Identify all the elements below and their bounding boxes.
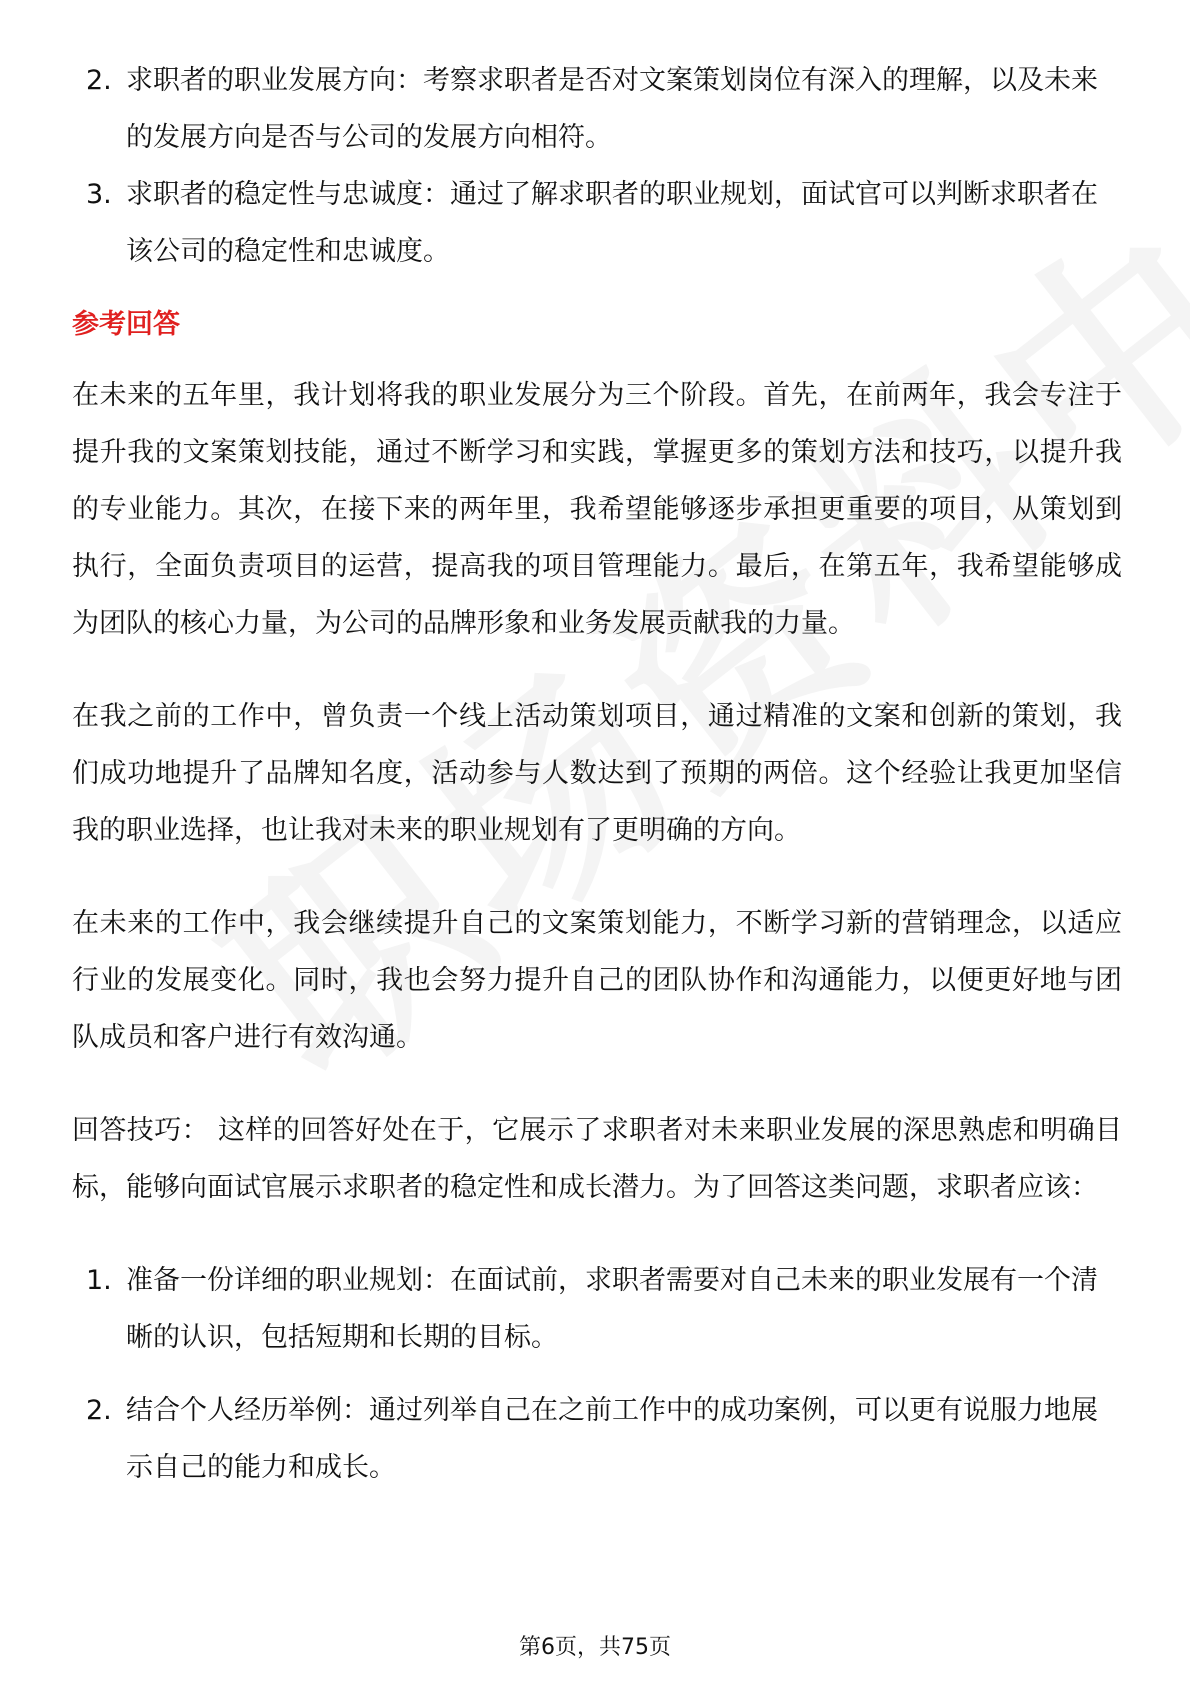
section-title-reference-answer: 参考回答 xyxy=(72,309,180,340)
list-item xyxy=(72,52,1122,166)
list-item xyxy=(72,1252,1122,1366)
list-item-text: 求职者的职业发展方向：考察求职者是否对文案策划岗位有深入的理解，以及未来的发展方向是否与公司的发展方向相符。 xyxy=(126,65,1098,153)
answer-paragraph: 在未来的五年里，我计划将我的职业发展分为三个阶段。首先，在前两年，我会专注于提升我的文案策划技能，通过不断学习和实践，掌握更多的策划方法和技巧，以提升我的专业能力。其次，在接下来的两年里，我希望能够逐步承担更重要的项目，从策划到执行，全面负责项目的运营，提高我的项目管理能力。最后，在第五年，我希望能够成为团队的核心力量，为公司的品牌形象和业务发展贡献我的力量。 xyxy=(72,380,1122,639)
list-item-text: 准备一份详细的职业规划：在面试前，求职者需要对自己未来的职业发展有一个清晰的认识，包括短期和长期的目标。 xyxy=(126,1265,1098,1353)
tips-list xyxy=(72,1252,1122,1496)
page-number-footer: 第6页，共75页 xyxy=(519,1635,671,1660)
list-number: 3. xyxy=(86,179,112,210)
list-number: 1. xyxy=(86,1265,112,1296)
list-item xyxy=(72,166,1122,280)
criteria-list xyxy=(72,52,1122,280)
list-number: 2. xyxy=(86,1395,112,1426)
answer-paragraph: 在我之前的工作中，曾负责一个线上活动策划项目，通过精准的文案和创新的策划，我们成功地提升了品牌知名度，活动参与人数达到了预期的两倍。这个经验让我更加坚信我的职业选择，也让我对未来的职业规划有了更明确的方向。 xyxy=(72,701,1122,846)
list-number: 2. xyxy=(86,65,112,96)
list-item xyxy=(72,1382,1122,1496)
list-item-text: 结合个人经历举例：通过列举自己在之前工作中的成功案例，可以更有说服力地展示自己的能力和成长。 xyxy=(126,1395,1098,1483)
tips-paragraph: 回答技巧： 这样的回答好处在于，它展示了求职者对未来职业发展的深思熟虑和明确目标，能够向面试官展示求职者的稳定性和成长潜力。为了回答这类问题，求职者应该： xyxy=(72,1115,1122,1203)
page-content xyxy=(72,52,1122,1512)
answer-paragraph: 在未来的工作中，我会继续提升自己的文案策划能力，不断学习新的营销理念，以适应行业的发展变化。同时，我也会努力提升自己的团队协作和沟通能力，以便更好地与团队成员和客户进行有效沟通。 xyxy=(72,908,1122,1053)
list-item-text: 求职者的稳定性与忠诚度：通过了解求职者的职业规划，面试官可以判断求职者在该公司的稳定性和忠诚度。 xyxy=(126,179,1098,267)
